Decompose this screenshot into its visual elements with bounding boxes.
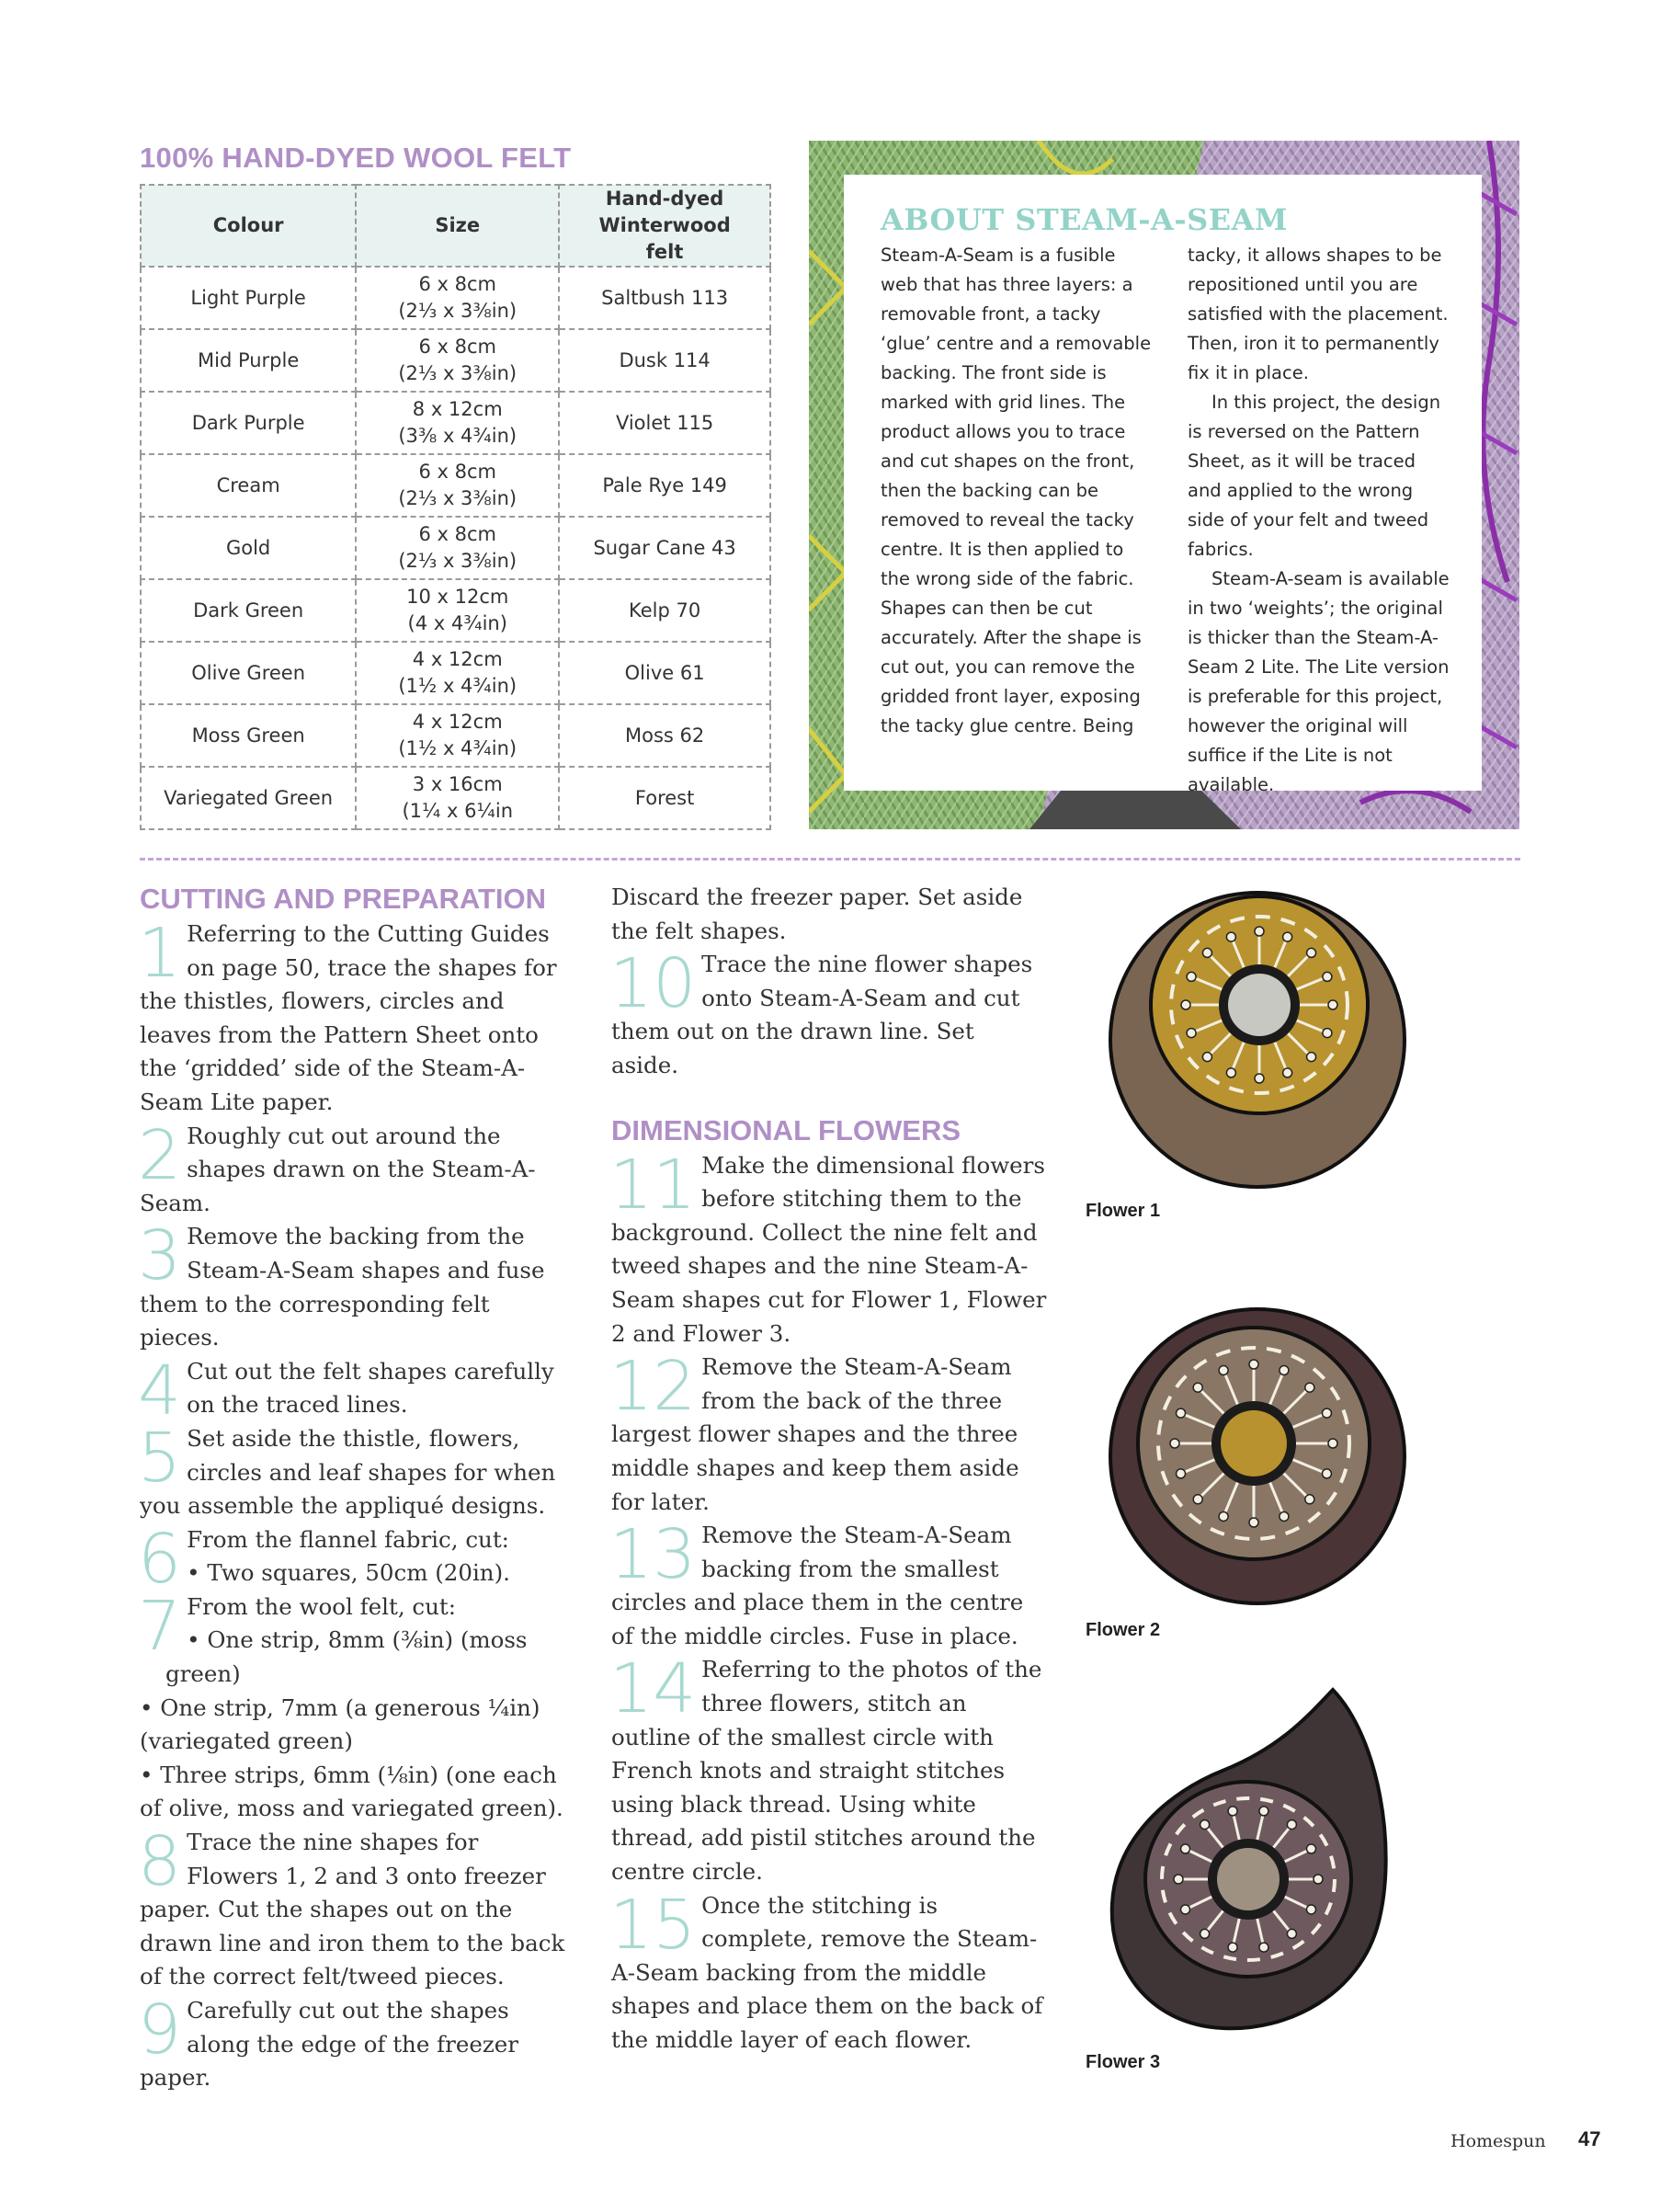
table-row: [141, 579, 770, 642]
cell-colour: Dark Purple: [141, 392, 356, 454]
pistil-knot: [1323, 972, 1332, 981]
pistil-knot: [1228, 1943, 1237, 1952]
pistil-knot: [1328, 1439, 1337, 1448]
step-5: [138, 1418, 575, 1523]
about-paragraph: tacky, it allows shapes to be repositioned until you are satisfied with the placement. Then, iron it to permanently fix it in place.: [1188, 245, 1449, 383]
step-number: 13: [609, 1515, 697, 1595]
step-text: Roughly cut out around the shapes drawn on the Steam-A-Seam.: [140, 1122, 536, 1216]
step-7: [138, 1586, 575, 1826]
cell-size: [356, 517, 559, 579]
pistil-knot: [1200, 1929, 1210, 1938]
pistil-knot: [1322, 1469, 1331, 1478]
table-row: [141, 392, 770, 454]
cell-size: [356, 642, 559, 704]
cell-size: [356, 392, 559, 454]
size-metric: 6 x 8cm: [418, 336, 496, 358]
size-imperial: (1½ x 4¾in): [398, 675, 518, 697]
step-text: Carefully cut out the shapes along the edge of the freezer paper.: [140, 1997, 519, 2092]
pistil-knot: [1322, 1408, 1331, 1418]
step-text: Set aside the thistle, flowers, circles and leaf shapes for when you assemble the appliqué designs.: [140, 1424, 556, 1520]
flower-1-center: [1228, 974, 1291, 1036]
table-row: [141, 329, 770, 392]
step-2: [138, 1115, 575, 1221]
pistil-knot: [1177, 1408, 1186, 1418]
column-header-felt: [559, 185, 770, 267]
step-4: [138, 1351, 575, 1431]
pistil-knot: [1306, 1905, 1315, 1914]
cell-size: [356, 267, 559, 329]
step-text: Once the stitching is complete, remove the Steam-A-Seam backing from the middle shapes and place them on the back of the middle layer of each flower.: [611, 1891, 1043, 2053]
cell-felt: Moss 62: [559, 704, 770, 767]
pistil-knot: [1181, 1844, 1190, 1853]
step-number: 2: [138, 1115, 182, 1195]
cell-size: [356, 704, 559, 767]
pistil-knot: [1226, 1068, 1235, 1077]
pistil-knot: [1307, 948, 1316, 957]
cell-colour: Light Purple: [141, 267, 356, 329]
pistil-knot: [1249, 1360, 1258, 1369]
pistil-knot: [1255, 1074, 1264, 1083]
cell-colour: Cream: [141, 454, 356, 517]
pistil-knot: [1314, 1875, 1323, 1884]
cell-felt: Dusk 114: [559, 329, 770, 392]
pistil-knot: [1249, 1518, 1258, 1527]
pistil-knot: [1193, 1495, 1202, 1504]
pistil-knot: [1287, 1929, 1296, 1938]
flower-2-illustration: [1103, 1306, 1416, 1609]
step-text: Referring to the Cutting Guides on page 50, trace the shapes for the thistles, flowers, circles and leaves from the Pattern Sheet onto the ‘gridded’ side of the Steam-A-Seam Lite paper.: [140, 920, 557, 1115]
flowers-title: DIMENSIONAL FLOWERS: [611, 1113, 961, 1146]
table-row: [141, 642, 770, 704]
cell-size: [356, 579, 559, 642]
intro-text: Discard the freezer paper. Set aside the felt shapes.: [611, 884, 1023, 944]
step-number: 9: [138, 1990, 182, 2069]
step-text: Remove the Steam-A-Seam from the back of the three largest flower shapes and the three middle shapes and keep them aside for later.: [611, 1353, 1019, 1515]
size-imperial: (1¼ x 6¼in: [402, 800, 514, 822]
pistil-knot: [1202, 948, 1211, 957]
step-number: 8: [138, 1822, 182, 1902]
size-metric: 4 x 12cm: [412, 648, 503, 670]
step-number: 3: [138, 1216, 182, 1296]
pistil-knot: [1328, 1000, 1337, 1009]
pistil-knot: [1200, 1820, 1210, 1830]
size-metric: 6 x 8cm: [418, 523, 496, 545]
page-number: 47: [1578, 2127, 1601, 2150]
cell-size: [356, 454, 559, 517]
pistil-knot: [1193, 1383, 1202, 1392]
cutting-column: [140, 881, 575, 2095]
step-10: [609, 944, 1048, 1082]
pistil-knot: [1305, 1383, 1314, 1392]
step-text: Cut out the felt shapes carefully on the traced lines.: [187, 1357, 554, 1419]
cell-colour: Variegated Green: [141, 767, 356, 829]
cell-colour: Dark Green: [141, 579, 356, 642]
felt-table: [140, 184, 771, 830]
column-header-size: Size: [356, 185, 559, 267]
flower-2-center: [1221, 1410, 1287, 1477]
size-metric: 4 x 12cm: [412, 711, 503, 733]
pistil-knot: [1219, 1366, 1228, 1375]
step-12: [609, 1347, 1048, 1519]
pistil-knot: [1226, 932, 1235, 941]
step-text: Referring to the photos of the three flowers, stitch an outline of the smallest circle with French knots and straight stitches using black thread. Using white thread, add pistil stitches around the centre circle.: [611, 1656, 1042, 1886]
step-text: From the flannel fabric, cut:: [187, 1525, 509, 1553]
size-metric: 6 x 8cm: [418, 461, 496, 483]
about-title: ABOUT STEAM-A-SEAM: [881, 202, 1288, 237]
flower-1-label: Flower 1: [1086, 1201, 1161, 1221]
step-number: 5: [138, 1418, 182, 1498]
table-row: [141, 767, 770, 829]
pistil-knot: [1306, 1844, 1315, 1853]
step-9: [138, 1990, 575, 2095]
pistil-knot: [1187, 1029, 1196, 1038]
pistil-knot: [1187, 972, 1196, 981]
size-imperial: (3⅜ x 4¾in): [398, 425, 518, 447]
pistil-knot: [1255, 927, 1264, 936]
table-header-row: [141, 185, 770, 267]
table-title: 100% HAND-DYED WOOL FELT: [140, 142, 572, 174]
cutting-steps: [138, 914, 575, 2095]
size-imperial: (2⅓ x 3⅜in): [398, 550, 518, 572]
flower-3-label: Flower 3: [1086, 2052, 1161, 2072]
size-imperial: (2⅓ x 3⅜in): [398, 300, 518, 322]
cell-colour: Gold: [141, 517, 356, 579]
step-number: 12: [609, 1347, 697, 1427]
step-number: 10: [609, 944, 697, 1024]
size-imperial: (2⅓ x 3⅜in): [398, 487, 518, 509]
size-metric: 3 x 16cm: [412, 773, 503, 795]
column-header-colour: Colour: [141, 185, 356, 267]
step-number: 6: [138, 1519, 182, 1599]
about-paragraph: Steam-A-Seam is a fusible web that has three layers: a removable front, a tacky ‘glue’ centre and a removable backing. The front side is marked with grid lines. The product allows you to trace and cut shapes on the front, then the backing can be removed to reveal the tacky centre. It is then applied to the wrong side of the fabric. Shapes can then be cut accurately. After the shape is cut out, you can remove the gridded front layer, exposing the tacky glue centre. Being: [881, 245, 1152, 736]
pistil-knot: [1305, 1495, 1314, 1504]
step-14: [609, 1649, 1048, 1888]
section-divider: [140, 858, 1520, 861]
step-text: Remove the Steam-A-Seam backing from the smallest circles and place them in the centre of the middle circles. Fuse in place.: [611, 1522, 1024, 1649]
size-metric: 6 x 8cm: [418, 273, 496, 295]
step-number: 15: [609, 1885, 697, 1965]
pistil-knot: [1283, 932, 1292, 941]
step-number: 11: [609, 1145, 697, 1225]
step-text: Trace the nine flower shapes onto Steam-A-Seam and cut them out on the drawn line. Set aside.: [611, 951, 1033, 1078]
step-8: [138, 1822, 575, 1994]
size-metric: 8 x 12cm: [412, 398, 503, 420]
bullet-item: • One strip, 7mm (a generous ¼in) (variegated green): [140, 1693, 540, 1755]
pistil-knot: [1202, 1053, 1211, 1062]
column-header-felt-text: Hand-dyed Winterwood felt: [598, 188, 731, 263]
step-text: From the wool felt, cut:: [187, 1592, 457, 1620]
pistil-knot: [1170, 1439, 1179, 1448]
pistil-knot: [1287, 1820, 1296, 1830]
step-number: 1: [138, 914, 182, 993]
cell-felt: Violet 115: [559, 392, 770, 454]
cell-felt: Sugar Cane 43: [559, 517, 770, 579]
pistil-knot: [1181, 1000, 1190, 1009]
step-number: 14: [609, 1649, 697, 1729]
flower-2-label: Flower 2: [1086, 1620, 1161, 1640]
flower-steps: [609, 1145, 1048, 2058]
table-row: [141, 454, 770, 517]
about-paragraph: In this project, the design is reversed on the Pattern Sheet, as it will be traced and applied to the wrong side of your felt and tweed fabrics.: [1188, 392, 1441, 560]
step-text: Remove the backing from the Steam-A-Seam shapes and fuse them to the corresponding felt pieces.: [140, 1223, 545, 1351]
step-6: [138, 1519, 575, 1599]
step-number: 7: [138, 1586, 182, 1666]
flower-1-illustration: [1103, 887, 1416, 1191]
pistil-knot: [1181, 1905, 1190, 1914]
cell-felt: Saltbush 113: [559, 267, 770, 329]
size-imperial: (4 x 4¾in): [407, 612, 507, 634]
pistil-knot: [1323, 1029, 1332, 1038]
pistil-knot: [1259, 1943, 1268, 1952]
step-text: Trace the nine shapes for Flowers 1, 2 and 3 onto freezer paper. Cut the shapes out on the drawn line and iron them to the back of the correct felt/tweed pieces.: [140, 1829, 565, 1990]
magazine-name: Homespun: [1450, 2131, 1546, 2151]
cutting-title: CUTTING AND PREPARATION: [140, 883, 547, 915]
table-row: [141, 517, 770, 579]
pistil-knot: [1280, 1366, 1289, 1375]
size-metric: 10 x 12cm: [406, 586, 509, 608]
step-13: [609, 1515, 1048, 1653]
pistil-knot: [1177, 1469, 1186, 1478]
step-11: [609, 1145, 1048, 1351]
table-row: [141, 704, 770, 767]
bullet-item: • One strip, 8mm (⅜in) (moss green): [165, 1626, 528, 1688]
size-imperial: (2⅓ x 3⅜in): [398, 362, 518, 384]
cell-colour: Olive Green: [141, 642, 356, 704]
cell-size: [356, 767, 559, 829]
table-row: [141, 267, 770, 329]
cell-felt: Olive 61: [559, 642, 770, 704]
flowers-column: [611, 881, 1048, 2058]
flower-3-center: [1217, 1848, 1280, 1910]
pistil-knot: [1219, 1511, 1228, 1521]
about-column-2: [1188, 241, 1454, 800]
step-15: [609, 1885, 1048, 2058]
step-number: 4: [138, 1351, 182, 1431]
cell-colour: Moss Green: [141, 704, 356, 767]
bullet-item: • Three strips, 6mm (⅛in) (one each of olive, moss and variegated green).: [140, 1761, 563, 1822]
step-3: [138, 1216, 575, 1354]
pistil-knot: [1307, 1053, 1316, 1062]
pistil-knot: [1280, 1511, 1289, 1521]
cell-colour: Mid Purple: [141, 329, 356, 392]
pistil-knot: [1283, 1068, 1292, 1077]
step-text: Make the dimensional flowers before stitching them to the background. Collect the nine felt and tweed shapes and the nine Steam-A-Seam shapes cut for Flower 1, Flower 2 and Flower 3.: [611, 1151, 1047, 1347]
size-imperial: (1½ x 4¾in): [398, 737, 518, 759]
pistil-knot: [1228, 1807, 1237, 1816]
about-column-1: [881, 241, 1156, 741]
pistil-knot: [1174, 1875, 1183, 1884]
pistil-knot: [1259, 1807, 1268, 1816]
flower-3-illustration: [1103, 1682, 1416, 2041]
step-1: [138, 914, 575, 1120]
cell-felt: Forest: [559, 767, 770, 829]
cell-felt: Pale Rye 149: [559, 454, 770, 517]
cell-felt: Kelp 70: [559, 579, 770, 642]
bullet-item: • Two squares, 50cm (20in).: [187, 1559, 510, 1587]
cell-size: [356, 329, 559, 392]
about-paragraph: Steam-A-seam is available in two ‘weights’; the original is thicker than the Steam-A-Seam 2 Lite. The Lite version is preferable for this project, however the original will suffice if the Lite is not available.: [1188, 568, 1450, 795]
